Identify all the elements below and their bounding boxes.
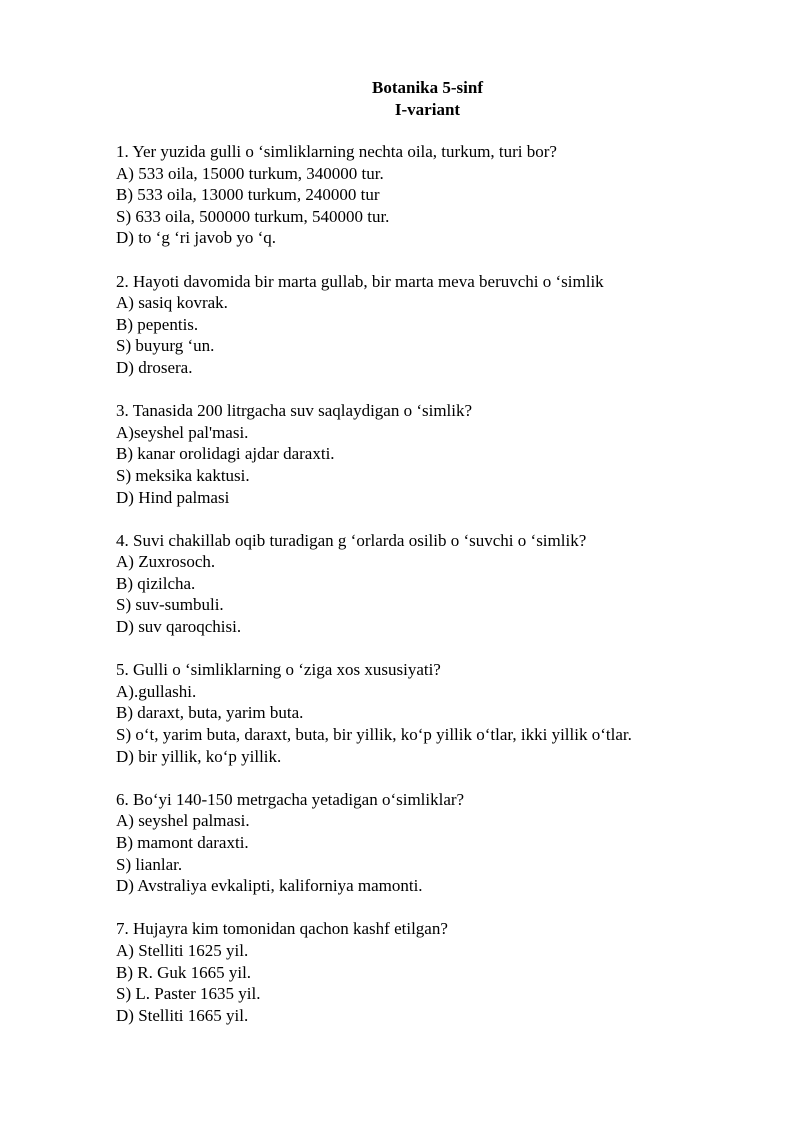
question-5	[116, 659, 756, 767]
answer-option-s: S) buyurg ‘un.	[116, 336, 215, 356]
answer-option-d: D) bir yillik, ko‘p yillik.	[116, 746, 282, 766]
question-text: 6. Bo‘yi 140-150 metrgacha yetadigan o‘simliklar?	[116, 789, 465, 809]
answer-option-s: S) meksika kaktusi.	[116, 465, 250, 485]
answer-option-s: S) o‘t, yarim buta, daraxt, buta, bir yillik, ko‘p yillik o‘tlar, ikki yillik o‘tlar.	[116, 725, 632, 745]
document-variant: I-variant	[394, 100, 461, 119]
answer-option-a: A) sasiq kovrak.	[116, 293, 228, 313]
question-list	[116, 141, 756, 1048]
answer-option-d: D) Stelliti 1665 yil.	[116, 1005, 249, 1025]
answer-option-b: B) R. Guk 1665 yil.	[116, 962, 252, 982]
question-text: 1. Yer yuzida gulli o ‘simliklarning nechta oila, turkum, turi bor?	[116, 142, 557, 161]
document-header	[0, 77, 800, 121]
document-title: Botanika 5-sinf	[372, 78, 483, 97]
answer-option-b: B) pepentis.	[116, 314, 199, 334]
question-3	[116, 400, 756, 508]
question-text: 3. Tanasida 200 litrgacha suv saqlaydigan o ‘simlik?	[116, 401, 473, 421]
answer-option-a: A).gullashi.	[116, 681, 197, 701]
answer-option-a: A) seyshel palmasi.	[116, 811, 250, 831]
answer-option-d: D) suv qaroqchisi.	[116, 617, 242, 637]
answer-option-b: B) mamont daraxti.	[116, 833, 249, 852]
answer-option-d: D) to ‘g ‘ri javob yo ‘q.	[116, 228, 277, 248]
answer-option-s: S) lianlar.	[116, 854, 183, 874]
question-7	[116, 918, 756, 1026]
answer-option-d: D) drosera.	[116, 357, 193, 377]
answer-option-s: S) suv-sumbuli.	[116, 595, 224, 615]
question-4	[116, 530, 756, 638]
question-text: 5. Gulli o ‘simliklarning o ‘ziga xos xususiyati?	[116, 660, 441, 680]
answer-option-s: S) L. Paster 1635 yil.	[116, 984, 261, 1004]
answer-option-b: B) kanar orolidagi ajdar daraxti.	[116, 444, 335, 464]
question-text: 7. Hujayra kim tomonidan qachon kashf etilgan?	[116, 919, 448, 939]
question-text: 2. Hayoti davomida bir marta gullab, bir marta meva beruvchi o ‘simlik	[116, 271, 604, 291]
answer-option-b: B) 533 oila, 13000 turkum, 240000 tur	[116, 185, 380, 205]
answer-option-a: A) 533 oila, 15000 turkum, 340000 tur.	[116, 163, 384, 183]
answer-option-d: D) Avstraliya evkalipti, kaliforniya mamonti.	[116, 876, 423, 896]
question-6	[116, 789, 756, 897]
answer-option-s: S) 633 oila, 500000 turkum, 540000 tur.	[116, 206, 390, 226]
question-2	[116, 271, 756, 379]
answer-option-b: B) qizilcha.	[116, 573, 196, 593]
question-1	[116, 141, 756, 249]
answer-option-a: A) Stelliti 1625 yil.	[116, 940, 249, 960]
answer-option-a: A) Zuxrosoch.	[116, 552, 216, 572]
question-text: 4. Suvi chakillab oqib turadigan g ‘orlarda osilib o ‘suvchi o ‘simlik?	[116, 530, 587, 550]
answer-option-b: B) daraxt, buta, yarim buta.	[116, 703, 304, 723]
answer-option-a: A)seyshel pal'masi.	[116, 422, 249, 442]
answer-option-d: D) Hind palmasi	[116, 487, 230, 507]
